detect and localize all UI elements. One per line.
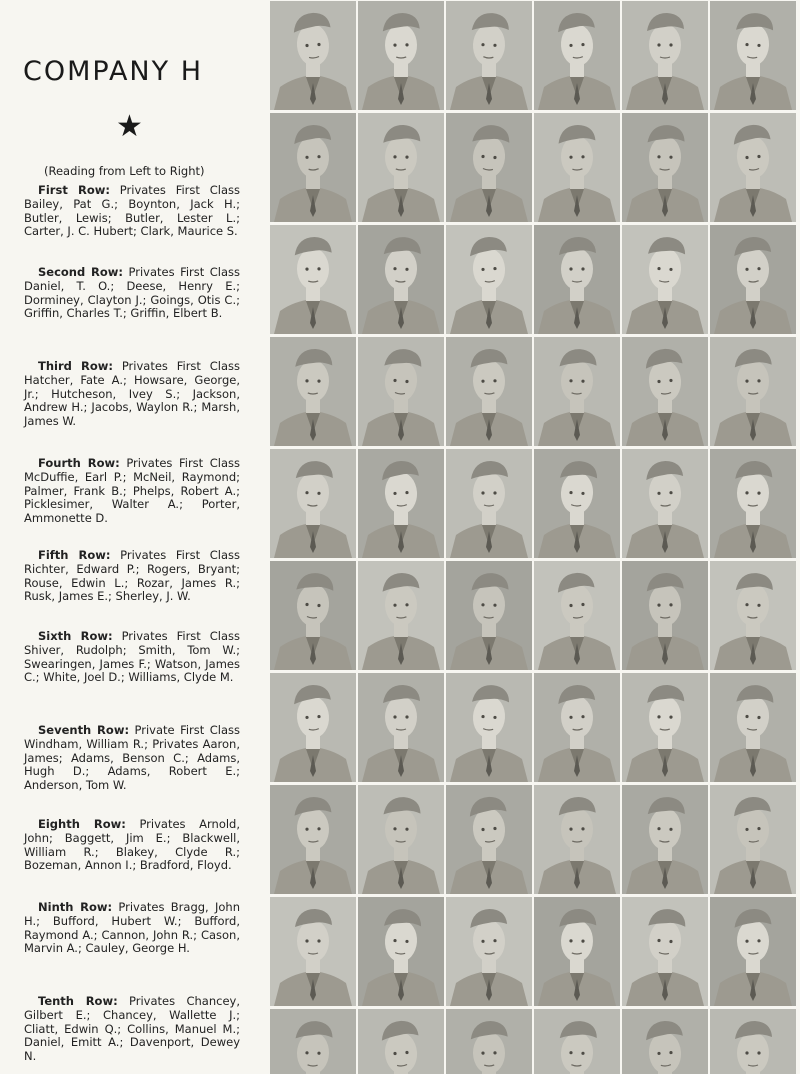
portrait-photo-icon [446, 673, 532, 782]
row-label: Fifth Row: [38, 548, 111, 562]
portrait-photo [446, 673, 532, 782]
portrait-photo [358, 561, 444, 670]
portrait-photo [534, 113, 620, 222]
portrait-photo-icon [358, 1009, 444, 1074]
portrait-photo-icon [270, 337, 356, 446]
row-label: Seventh Row: [38, 723, 130, 737]
portrait-photo [710, 449, 796, 558]
row-caption-2 [24, 266, 240, 321]
portrait-photo-icon [622, 113, 708, 222]
portrait-photo [622, 897, 708, 1006]
row-label: Tenth Row: [38, 994, 118, 1008]
portrait-photo-icon [622, 561, 708, 670]
portrait-photo [358, 897, 444, 1006]
portrait-photo [710, 785, 796, 894]
portrait-photo [622, 1, 708, 110]
row-label: First Row: [38, 183, 110, 197]
row-label: Fourth Row: [38, 456, 120, 470]
portrait-photo [622, 785, 708, 894]
portrait-photo-icon [710, 1, 796, 110]
portrait-photo [622, 225, 708, 334]
row-names: Privates Bragg, John H.; Bufford, Hubert W.; Bufford, Raymond A.; Cannon, John R.; Cason, Marvin A.; Cauley, George H. [24, 900, 241, 956]
portrait-photo [270, 1009, 356, 1074]
portrait-photo-icon [358, 897, 444, 1006]
star-icon: ★ [116, 109, 143, 144]
portrait-photo-icon [270, 673, 356, 782]
portrait-photo [446, 897, 532, 1006]
portrait-photo [358, 1009, 444, 1074]
portrait-photo-icon [622, 673, 708, 782]
portrait-photo [358, 449, 444, 558]
portrait-photo [358, 1, 444, 110]
portrait-photo-icon [446, 1009, 532, 1074]
portrait-photo-icon [270, 1, 356, 110]
portrait-photo [446, 561, 532, 670]
portrait-photo-icon [534, 1, 620, 110]
portrait-photo-icon [446, 785, 532, 894]
portrait-photo [534, 1009, 620, 1074]
portrait-photo [270, 673, 356, 782]
portrait-photo-icon [358, 561, 444, 670]
portrait-photo-icon [446, 225, 532, 334]
portrait-photo-icon [710, 113, 796, 222]
portrait-photo [534, 1, 620, 110]
row-caption-5 [24, 549, 240, 604]
row-names: Privates Arnold, John; Baggett, Jim E.; Blackwell, William R.; Blakey, Clyde R.; Bozeman, Annon I.; Bradford, Floyd. [24, 817, 241, 873]
portrait-photo-icon [270, 225, 356, 334]
portrait-photo-icon [270, 897, 356, 1006]
portrait-photo [446, 1009, 532, 1074]
portrait-photo-icon [622, 1, 708, 110]
row-caption-3 [24, 360, 240, 429]
portrait-photo-icon [534, 449, 620, 558]
portrait-photo-icon [358, 449, 444, 558]
portrait-photo-icon [446, 1, 532, 110]
row-caption-4 [24, 457, 240, 526]
portrait-photo-icon [710, 673, 796, 782]
portrait-photo [358, 673, 444, 782]
portrait-photo [710, 337, 796, 446]
portrait-photo [622, 337, 708, 446]
portrait-photo [622, 561, 708, 670]
portrait-photo [446, 225, 532, 334]
portrait-photo [534, 337, 620, 446]
portrait-photo-icon [358, 337, 444, 446]
portrait-photo [270, 337, 356, 446]
portrait-photo-icon [358, 673, 444, 782]
portrait-photo-icon [358, 113, 444, 222]
row-names: Private First Class Windham, William R.; Privates Aaron, James; Adams, Benson C.; Adams, Hugh D.; Adams, Robert E.; Anderson, Tom W. [24, 723, 240, 793]
row-caption-1 [24, 184, 240, 239]
portrait-photo [358, 785, 444, 894]
row-caption-9 [24, 901, 240, 956]
portrait-photo-icon [270, 785, 356, 894]
row-names: Privates Chancey, Gilbert E.; Chancey, Wallette J.; Cliatt, Edwin Q.; Collins, Manuel M.; Daniel, Emitt A.; Davenport, Dewey N. [24, 994, 240, 1064]
portrait-photo [270, 113, 356, 222]
portrait-photo [710, 1, 796, 110]
row-caption-10 [24, 995, 240, 1064]
portrait-photo [270, 449, 356, 558]
portrait-photo-icon [710, 561, 796, 670]
page-title: COMPANY H [23, 56, 203, 87]
portrait-photo-icon [534, 561, 620, 670]
portrait-photo [710, 1009, 796, 1074]
portrait-photo-icon [358, 1, 444, 110]
portrait-photo [270, 561, 356, 670]
portrait-photo [358, 225, 444, 334]
portrait-photo [710, 225, 796, 334]
row-label: Ninth Row: [38, 900, 113, 914]
portrait-photo [622, 673, 708, 782]
row-caption-7 [24, 724, 240, 793]
portrait-photo-icon [622, 337, 708, 446]
portrait-photo [622, 449, 708, 558]
portrait-photo-icon [358, 785, 444, 894]
row-names: Privates First Class Bailey, Pat G.; Boynton, Jack H.; Butler, Lewis; Butler, Lester L.; Carter, J. C. Hubert; Clark, Maurice S. [24, 183, 240, 239]
portrait-photo-icon [710, 225, 796, 334]
portrait-photo [534, 561, 620, 670]
portrait-photo-icon [710, 897, 796, 1006]
row-names: Privates First Class McDuffie, Earl P.; McNeil, Raymond; Palmer, Frank B.; Phelps, Robert A.; Picklesimer, Walter A.; Porter, Ammonette D. [24, 456, 240, 526]
portrait-photo-icon [270, 561, 356, 670]
portrait-photo-icon [534, 337, 620, 446]
portrait-photo-icon [622, 785, 708, 894]
portrait-photo [446, 449, 532, 558]
row-label: Eighth Row: [38, 817, 126, 831]
row-names: Privates First Class Daniel, T. O.; Deese, Henry E.; Dorminey, Clayton J.; Goings, Otis C.; Griffin, Charles T.; Griffin, Elbert B. [24, 265, 241, 321]
portrait-photo-icon [446, 561, 532, 670]
portrait-photo [446, 1, 532, 110]
portrait-photo [710, 113, 796, 222]
portrait-photo-icon [446, 337, 532, 446]
reading-note: (Reading from Left to Right) [44, 164, 205, 178]
row-caption-6 [24, 630, 240, 685]
row-names: Privates First Class Shiver, Rudolph; Smith, Tom W.; Swearingen, James F.; Watson, James C.; White, Joel D.; Williams, Clyde M. [24, 629, 241, 685]
portrait-photo [358, 113, 444, 222]
portrait-photo-icon [710, 449, 796, 558]
portrait-photo [270, 785, 356, 894]
portrait-photo-icon [622, 1009, 708, 1074]
row-label: Second Row: [38, 265, 124, 279]
portrait-photo-icon [710, 337, 796, 446]
portrait-grid [270, 0, 800, 1074]
portrait-photo-icon [446, 897, 532, 1006]
portrait-photo [534, 449, 620, 558]
portrait-photo [358, 337, 444, 446]
portrait-photo-icon [710, 1009, 796, 1074]
portrait-photo-icon [534, 225, 620, 334]
portrait-photo-icon [534, 1009, 620, 1074]
portrait-photo-icon [622, 897, 708, 1006]
portrait-photo [710, 897, 796, 1006]
row-label: Sixth Row: [38, 629, 113, 643]
portrait-photo [534, 673, 620, 782]
portrait-photo-icon [270, 449, 356, 558]
portrait-photo [622, 1009, 708, 1074]
portrait-photo-icon [358, 225, 444, 334]
portrait-photo-icon [534, 113, 620, 222]
portrait-photo [270, 1, 356, 110]
portrait-photo-icon [446, 113, 532, 222]
portrait-photo [622, 113, 708, 222]
portrait-photo [446, 785, 532, 894]
portrait-photo-icon [534, 673, 620, 782]
portrait-photo [270, 897, 356, 1006]
portrait-photo-icon [622, 225, 708, 334]
portrait-photo [446, 337, 532, 446]
portrait-photo [710, 561, 796, 670]
portrait-photo-icon [270, 113, 356, 222]
row-label: Third Row: [38, 359, 114, 373]
portrait-photo-icon [622, 449, 708, 558]
portrait-photo [710, 673, 796, 782]
portrait-photo [270, 225, 356, 334]
portrait-photo-icon [534, 897, 620, 1006]
portrait-photo [446, 113, 532, 222]
portrait-photo-icon [446, 449, 532, 558]
caption-column [0, 0, 262, 1073]
portrait-photo-icon [534, 785, 620, 894]
portrait-photo [534, 225, 620, 334]
row-names: Privates First Class Richter, Edward P.; Rogers, Bryant; Rouse, Edwin L.; Rozar, James R.; Rusk, James E.; Sherley, J. W. [24, 548, 241, 604]
row-caption-8 [24, 818, 240, 873]
portrait-photo-icon [270, 1009, 356, 1074]
portrait-photo-icon [710, 785, 796, 894]
portrait-photo [534, 897, 620, 1006]
row-names: Privates First Class Hatcher, Fate A.; Howsare, George, Jr.; Hutcheson, Ivey S.; Jackson, Andrew H.; Jacobs, Waylon R.; Marsh, James W. [24, 359, 240, 429]
portrait-photo [534, 785, 620, 894]
